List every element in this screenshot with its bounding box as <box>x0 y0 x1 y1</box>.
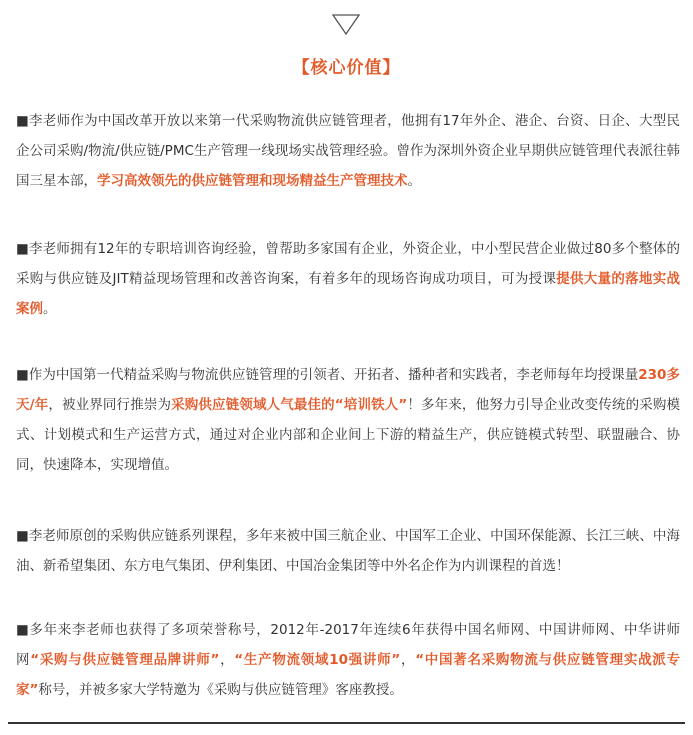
paragraph-text: ■作为中国第一代精益采购与物流供应链管理的引领者、开拓者、播种者和实践者，李老师每年均授课量 <box>16 367 639 383</box>
paragraph-text: ！多年来，他努力引导企业改变传统的采购模式、计划模式和生产运营方式，通过对企业内部和企业间上下游的精益生产，供应链模式转型、联盟融合、协同，快速降本，实现增值。 <box>16 397 681 473</box>
highlight-text: 230多天/年 <box>16 367 680 413</box>
paragraph-text: ■李老师拥有12年的专职培训咨询经验，曾帮助多家国有企业，外资企业，中小型民营企业做过80多个整体的采购与供应链及JIT精益现场管理和改善咨询案，有着多年的现场咨询成功项目，可为授课 <box>16 241 680 287</box>
highlight-text: 采购供应链领域人气最佳的“培训铁人” <box>171 397 408 413</box>
paragraph-honors <box>16 615 680 705</box>
paragraph-text: ■李老师作为中国改革开放以来第一代采购物流供应链管理者，他拥有17年外企、港企、台资、日企、大型民企公司采购/物流/供应链/PMC生产管理一线现场实战管理经验。曾作为深圳外资企业早期供应链管理代表派往韩国三星本部， <box>16 113 680 189</box>
paragraph-text: ， <box>400 652 416 668</box>
paragraph-text: 称号，并被多家大学特邀为《采购与供应链管理》客座教授。 <box>38 682 403 698</box>
section-title: 【核心价值】 <box>292 58 401 78</box>
paragraph-consulting <box>16 234 680 324</box>
chevron-down-icon <box>332 14 360 36</box>
bottom-divider <box>8 722 685 724</box>
highlight-text: 提供大量的落地实战案例 <box>16 271 680 317</box>
paragraph-pioneer <box>16 360 680 480</box>
paragraph-experience <box>16 106 680 196</box>
paragraph-text: 。 <box>43 301 57 317</box>
paragraph-courses <box>16 521 680 581</box>
paragraph-text: ■多年来李老师也获得了多项荣誉称号，2012年-2017年连续6年获得中国名师网、中国讲师网、中华讲师网 <box>16 622 680 668</box>
paragraph-text: ■李老师原创的采购供应链系列课程，多年来被中国三航企业、中国军工企业、中国环保能源、长江三峡、中海油、新希望集团、东方电气集团、伊利集团、中国冶金集团等中外名企作为内训课程的首选！ <box>16 528 680 574</box>
highlight-text: “中国著名采购物流与供应链管理实战派专家” <box>16 652 681 698</box>
highlight-text: “采购与供应链管理品牌讲师” <box>30 652 220 668</box>
paragraph-text: 。 <box>407 173 421 189</box>
highlight-text: “生产物流领域10强讲师” <box>234 652 401 668</box>
paragraph-text: ，被业界同行推崇为 <box>48 397 172 413</box>
highlight-text: 学习高效领先的供应链管理和现场精益生产管理技术 <box>97 173 408 189</box>
paragraph-text: ， <box>219 652 235 668</box>
